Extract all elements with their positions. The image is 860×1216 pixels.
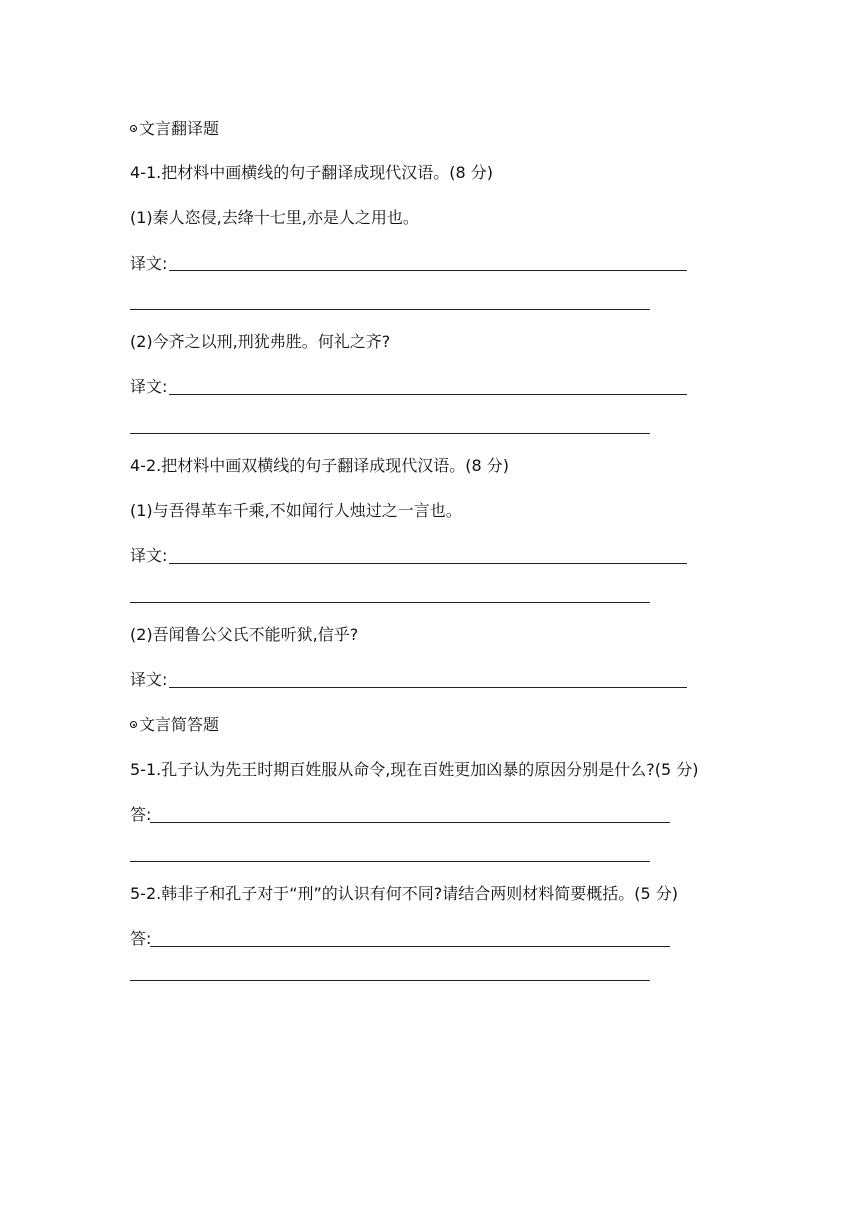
question-4-2-prompt: 4-2.把材料中画双横线的句子翻译成现代汉语。(8 分) <box>130 456 509 475</box>
answer-line[interactable] <box>169 687 687 688</box>
answer-line[interactable] <box>169 563 687 564</box>
answer-label: 答: <box>130 805 152 824</box>
answer-label: 译文: <box>130 377 168 396</box>
answer-line[interactable] <box>169 394 687 395</box>
answer-line[interactable] <box>130 980 650 981</box>
question-4-1-prompt: 4-1.把材料中画横线的句子翻译成现代汉语。(8 分) <box>130 163 493 182</box>
section-title-text: 文言简答题 <box>139 715 220 734</box>
question-4-1-sentence-2: (2)今齐之以刑,刑犹弗胜。何礼之齐? <box>130 332 391 351</box>
answer-line[interactable] <box>169 270 687 271</box>
section-title-translation <box>130 118 219 140</box>
question-4-1-sentence-1: (1)秦人恣侵,去绛十七里,亦是人之用也。 <box>130 208 419 227</box>
bullet-icon <box>130 721 137 728</box>
question-4-2-sentence-1: (1)与吾得革车千乘,不如闻行人烛过之一言也。 <box>130 501 462 520</box>
answer-label: 译文: <box>130 254 168 273</box>
answer-line[interactable] <box>150 822 670 823</box>
answer-line[interactable] <box>130 433 650 434</box>
section-title-short-answer <box>130 714 219 736</box>
answer-label: 译文: <box>130 670 168 689</box>
question-5-1-prompt: 5-1.孔子认为先王时期百姓服从命令,现在百姓更加凶暴的原因分别是什么?(5 分) <box>130 760 699 779</box>
answer-line[interactable] <box>130 602 650 603</box>
answer-line[interactable] <box>130 309 650 310</box>
question-4-2-sentence-2: (2)吾闻鲁公父氏不能听狱,信乎? <box>130 625 359 644</box>
answer-label: 译文: <box>130 546 168 565</box>
section-title-text: 文言翻译题 <box>139 119 220 138</box>
answer-label: 答: <box>130 929 152 948</box>
question-5-2-prompt: 5-2.韩非子和孔子对于“刑”的认识有何不同?请结合两则材料简要概括。(5 分) <box>130 884 679 903</box>
answer-line[interactable] <box>150 946 670 947</box>
answer-line[interactable] <box>130 861 650 862</box>
bullet-icon <box>130 125 137 132</box>
